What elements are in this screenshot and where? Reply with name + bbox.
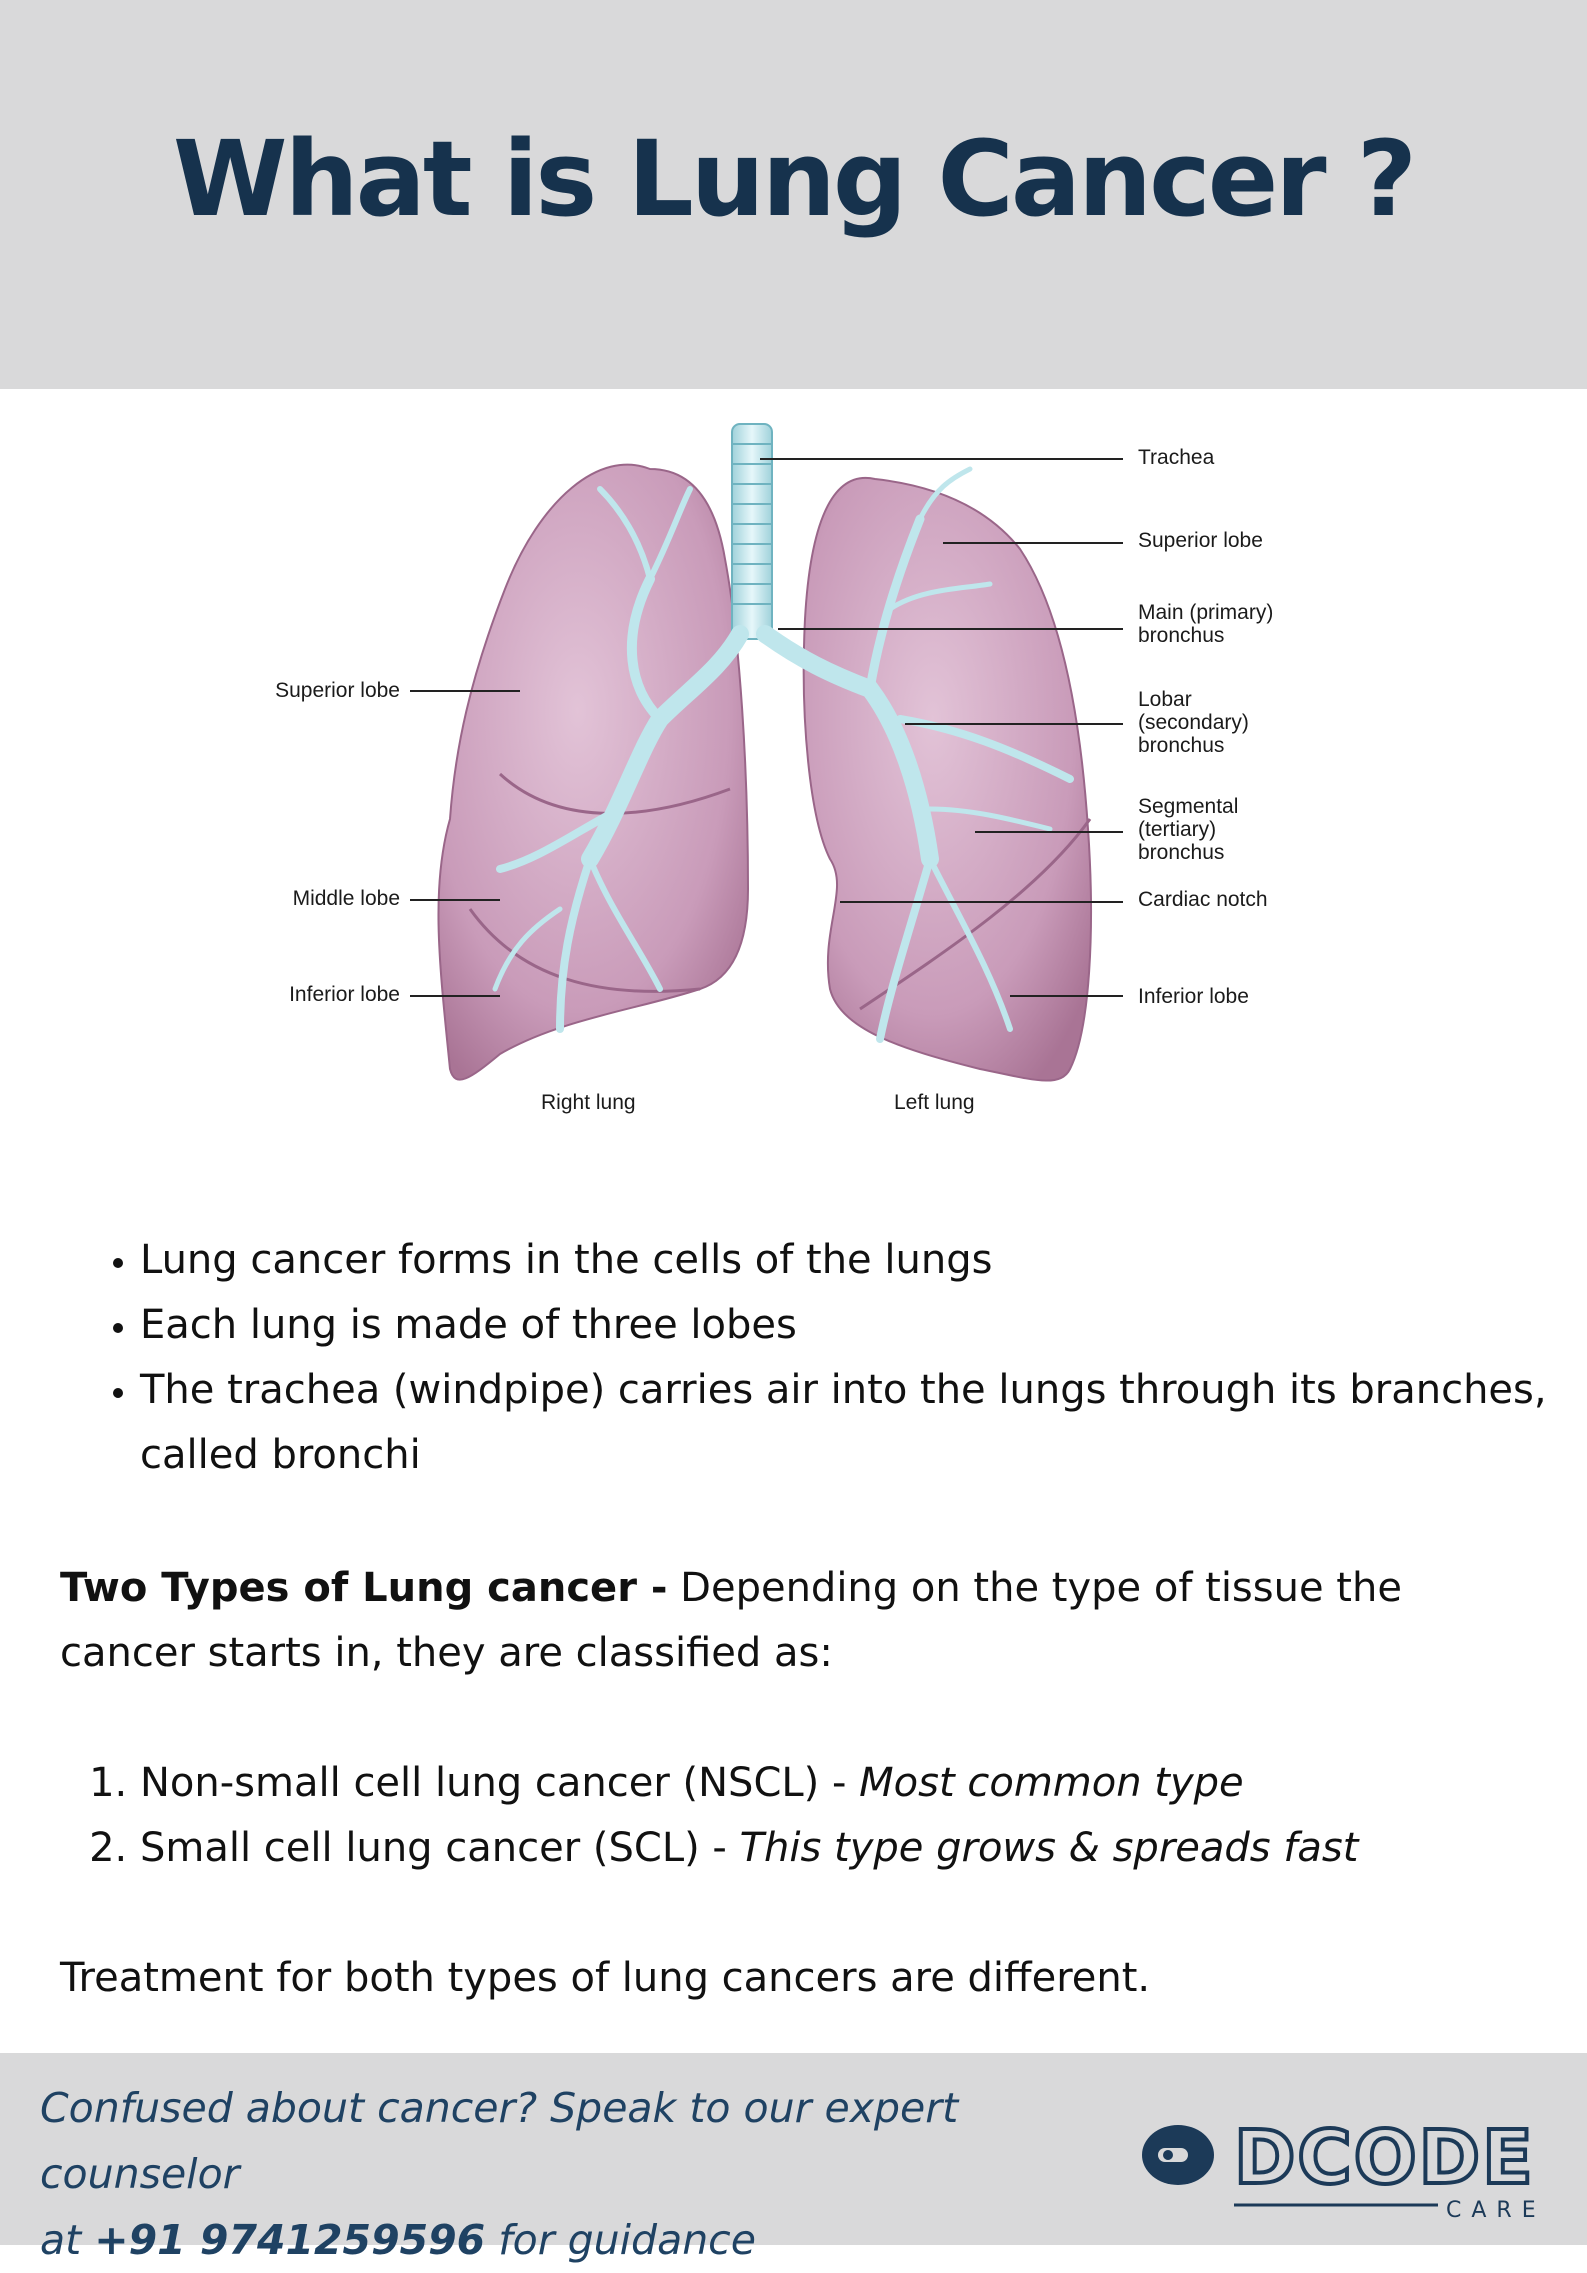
- types-heading: Two Types of Lung cancer -: [60, 1565, 668, 1611]
- facts-list: [98, 1228, 1580, 1488]
- logo-wordmark: DCODE: [1234, 2115, 1535, 2201]
- label-left-lung: Left lung: [894, 1091, 975, 1114]
- label-inferior-lobe-left: Inferior lobe: [1138, 985, 1249, 1008]
- list-item: [140, 1816, 1540, 1881]
- cta-end: for guidance: [485, 2216, 756, 2264]
- right-lung-shape: [438, 465, 748, 1080]
- types-intro: [60, 1556, 1500, 1686]
- treatment-note: Treatment for both types of lung cancers are different.: [60, 1955, 1151, 2001]
- label-segmental-bronchus: Segmental (tertiary) bronchus: [1138, 795, 1239, 864]
- type-note: This type grows & spreads fast: [739, 1825, 1359, 1871]
- types-list: [98, 1751, 1540, 1881]
- label-inferior-lobe-right: Inferior lobe: [289, 983, 400, 1006]
- cta-at: at: [40, 2216, 95, 2264]
- list-item: [140, 1751, 1540, 1816]
- label-cardiac-notch: Cardiac notch: [1138, 888, 1268, 911]
- label-main-bronchus: Main (primary) bronchus: [1138, 601, 1274, 647]
- list-item: • Lung cancer forms in the cells of the lungs: [140, 1228, 1580, 1293]
- list-item: • Each lung is made of three lobes: [140, 1293, 1580, 1358]
- type-name: Non-small cell lung cancer (NSCL) -: [140, 1760, 860, 1806]
- left-lung-shape: [804, 478, 1091, 1081]
- header-banner: [0, 0, 1587, 389]
- types-intro-text: Depending on the type of tissue the cancer starts in, they are classified as:: [60, 1565, 1402, 1676]
- phone-number-link[interactable]: +91 9741259596: [94, 2216, 486, 2264]
- type-name: Small cell lung cancer (SCL) -: [140, 1825, 740, 1871]
- lung-illustration: [0, 389, 1587, 1149]
- list-item: • The trachea (windpipe) carries air into the lungs through its branches, called bronchi: [140, 1358, 1580, 1488]
- label-middle-lobe: Middle lobe: [292, 887, 400, 910]
- label-right-lung: Right lung: [541, 1091, 636, 1114]
- cta-line1: Confused about cancer? Speak to our expert counselor: [40, 2084, 959, 2198]
- lung-anatomy-diagram: [0, 389, 1587, 1149]
- page-title: What is Lung Cancer ?: [172, 118, 1415, 240]
- type-note: Most common type: [859, 1760, 1244, 1806]
- label-lobar-bronchus: Lobar (secondary) bronchus: [1138, 688, 1249, 757]
- footer-banner: [0, 2053, 1587, 2264]
- label-superior-lobe-right: Superior lobe: [275, 679, 400, 702]
- logo-subtext: CARE: [1446, 2198, 1546, 2223]
- contact-callout: [40, 2075, 1140, 2273]
- dcode-care-logo: [1138, 2115, 1558, 2225]
- label-superior-lobe-left: Superior lobe: [1138, 529, 1263, 552]
- label-trachea: Trachea: [1138, 446, 1215, 469]
- trachea-shape: [732, 424, 772, 639]
